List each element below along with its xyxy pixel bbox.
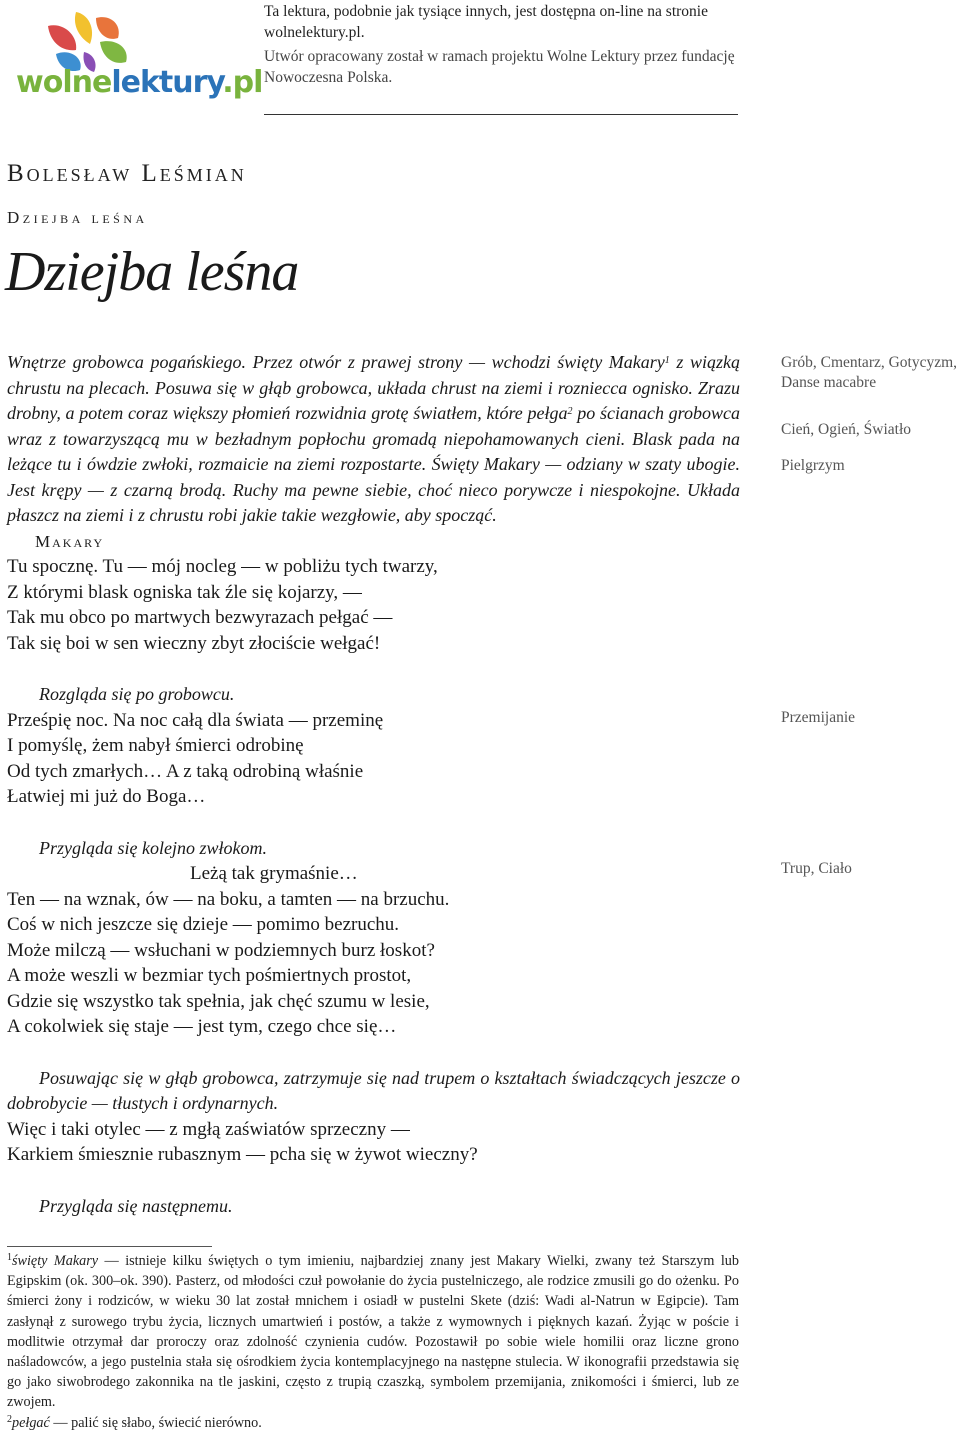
verse-line: A cokolwiek się staje — jest tym, czego chce się… (7, 1016, 397, 1037)
stage-direction-5: Przygląda się następnemu. (39, 1195, 233, 1216)
footnote-2-term: pełgać (12, 1414, 50, 1431)
verse-line: Ten — na wznak, ów — na boku, a tamten — na brzuchu. (7, 888, 450, 910)
header-note-line2: Utwór opracowany został w ramach projektu Wolne Lektury przez fundację Nowoczesna Polska. (264, 48, 735, 86)
verse-line: Gdzie się wszystko tak spełnia, jak chęć szumu w lesie, (7, 990, 430, 1012)
footnotes (7, 1251, 739, 1433)
logo-text-part: wolne (16, 65, 112, 100)
verse-line: Karkiem śmiesznie rubasznym — pcha się w żywot wieczny? (7, 1144, 478, 1165)
spacer (7, 656, 740, 682)
header-note (264, 1, 744, 88)
footnote-2-text: — palić się słabo, świecić nierówno. (49, 1414, 262, 1431)
stage-direction-4: Posuwając się w głąb grobowca, zatrzymuje się nad trupem o kształtach świadczących jeszcze o dobrobycie — tłustych i ordynarnych. (7, 1067, 740, 1113)
verse-line: Więc i taki otylec — z mgłą zaświatów sprzeczny — (7, 1118, 410, 1140)
header-divider (264, 114, 738, 115)
footnote-1-text: — istnieje kilku świętych o tym imieniu, najbardziej znany jest Makary Wielki, zwany też Starszym lub Egipskim (ok. 300–ok. 390). Pasterz, od młodości czuł powołanie do życia pustelniczego, ale rodzice zmusili go do ożenku. Po śmierci żony i rodziców, w wieku 30 lat został mnichem i osiadł w pustelni Skete (dziś: Wadi al-Natrun w Egipcie). Tam zasłynął z surowego trybu życia, licznych umartwień i postów, a także z wymownych i pięknych kazań. Żyjąc w poście i modlitwie otrzymał dar proroczy oraz zdolność czynienia cudów. Pozostawił po sobie wiele homilii oraz liczne grono naśladowców, a jego pustelnia stała się ośrodkiem życia kontemplacyjnego na następne stulecia. W ikonografii przedstawia się go jako siwobrodego zakonnika na tle jaskini, często z trupią czaszką, symbolem przemijania, znikomości i śmierci, lub ze zwojem. (7, 1253, 739, 1411)
logo-text (16, 65, 262, 100)
speaker-name: Makary (35, 531, 105, 551)
verse-line: Tu spocznę. Tu — mój nocleg — w pobliżu tych twarzy, (7, 556, 438, 577)
verse-line: Prześpię noc. Na noc całą dla świata — przeminę (7, 709, 384, 731)
spacer (7, 1040, 740, 1066)
spacer (7, 810, 740, 836)
logo-text-part: .pl (222, 65, 263, 100)
motif-note-4[interactable]: Przemijanie (781, 709, 856, 726)
wolnelektury-logo[interactable] (14, 8, 263, 104)
main-text (7, 350, 740, 1219)
footnote-2 (7, 1413, 739, 1433)
motif-note-1[interactable]: Grób, Cmentarz, Gotycyzm, Danse macabre (781, 354, 958, 391)
stage1-text-cont: z wiązką chrustu na plecach. Posuwa się w głąb grobowca, układa chrust na ziemi i rozniecca ognisko. Zrazu drobny, a potem coraz większy płomień rozwidnia grotę światłem, które pełga (7, 352, 741, 423)
motif-note-5[interactable]: Trup, Ciało (781, 860, 852, 877)
stage-direction-3: Przygląda się kolejno zwłokom. (39, 837, 267, 858)
verse-line: A może weszli w bezmiar tych pośmiertnych prostot, (7, 965, 412, 986)
footnote-divider (7, 1246, 212, 1247)
verse-line: I pomyślę, żem nabył śmierci odrobinę (7, 735, 304, 756)
stage-direction-1 (7, 350, 740, 529)
verse-line: Od tych zmarłych… A z taką odrobiną właśnie (7, 760, 364, 782)
verse-line: Może milczą — wsłuchani w podziemnych burz łoskot? (7, 939, 435, 961)
footnote-ref-1[interactable]: 1 (664, 355, 670, 366)
verse-line: Tak mu obco po martwych bezwyrazach pełgać — (7, 607, 393, 628)
verse-line: Łatwiej mi już do Boga… (7, 786, 206, 807)
verse-line-indented: Leżą tak grymaśnie… (190, 863, 358, 884)
stage1-text: Wnętrze grobowca pogańskiego. Przez otwór z prawej strony — wchodzi święty Makary (7, 352, 665, 372)
collection-name: Dziejba leśna (7, 208, 148, 227)
footnote-1 (7, 1251, 739, 1413)
header-note-line1: Ta lektura, podobnie jak tysiące innych, jest dostępna on-line na stronie wolnelektury.pl. (264, 3, 708, 41)
stage-direction-2: Rozgląda się po grobowcu. (39, 684, 235, 704)
footnote-ref-2[interactable]: 2 (567, 406, 573, 417)
logo-text-span (16, 65, 262, 100)
logo-text-part: lektury (111, 65, 223, 100)
verse-line: Tak się boi w sen wieczny zbyt złociście wełgać! (7, 632, 381, 654)
stage1-text-cont2: po ścianach grobowca wraz z towarzyszącą mu w bezładnym popłochu gromadą niepohamowanych cieni. Blask pada na leżące tu i ówdzie zwłoki, rozmaicie na ziemi rozpostarte. Święty Makary — odziany w szaty ubogie. Jest krępy — z czarną brodą. Ruchy ma pewne siebie, choć nieco porywcze i niespokojne. Układa płaszcz na ziemi i z chrustu robi jakie takie wezgłowie, aby spocząć. (7, 403, 741, 525)
footnote-1-term: święty Makary (12, 1253, 99, 1269)
motif-note-2[interactable]: Cień, Ogień, Światło (781, 421, 912, 438)
logo-flower-icon (48, 12, 127, 72)
footnote-1-number: 1 (7, 1252, 12, 1263)
author-name: Bolesław Leśmian (7, 160, 247, 187)
page-title: Dziejba leśna (5, 241, 299, 303)
verse-line: Coś w nich jeszcze się dzieje — pomimo bezruchu. (7, 914, 400, 935)
verse-line: Z którymi blask ogniska tak źle się kojarzy, — (7, 581, 362, 603)
motif-note-3[interactable]: Pielgrzym (781, 457, 845, 474)
footnote-2-number: 2 (7, 1413, 12, 1425)
spacer (7, 1168, 740, 1194)
